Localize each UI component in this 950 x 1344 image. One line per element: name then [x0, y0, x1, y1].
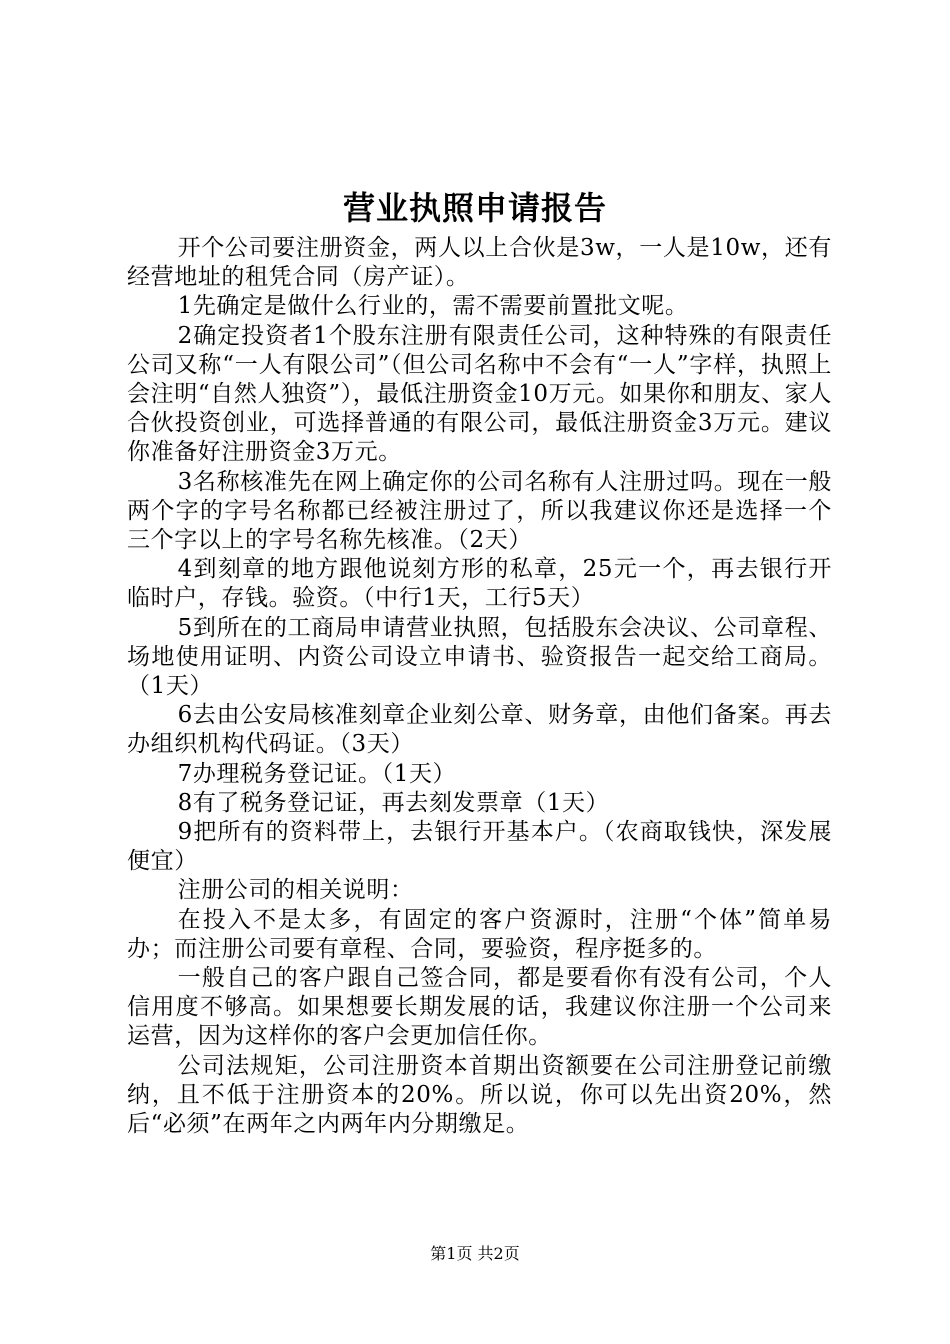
paragraph: 6去由公安局核准刻章企业刻公章、财务章，由他们备案。再去办组织机构代码证。（3天）: [127, 702, 832, 758]
paragraph: 在投入不是太多，有固定的客户资源时，注册“个体”简单易办；而注册公司要有章程、合同，要验资，程序挺多的。: [127, 906, 832, 962]
page-number-footer: 第1页 共2页: [430, 1244, 520, 1263]
paragraph: 8有了税务登记证，再去刻发票章（1天）: [177, 789, 610, 816]
paragraph: 3名称核准先在网上确定你的公司名称有人注册过吗。现在一般两个字的字号名称都已经被注册过了，所以我建议你还是选择一个三个字以上的字号名称先核准。（2天）: [127, 468, 832, 554]
paragraph: 1先确定是做什么行业的，需不需要前置批文呢。: [177, 293, 689, 320]
paragraph: 9把所有的资料带上，去银行开基本户。（农商取钱快，深发展便宜）: [127, 819, 832, 875]
document-body: [127, 234, 832, 1139]
document-title: 营业执照申请报告: [342, 189, 607, 227]
paragraph: 4到刻章的地方跟他说刻方形的私章，25元一个，再去银行开临时户，存钱。验资。（中行1天，工行5天）: [127, 556, 832, 612]
paragraph: 5到所在的工商局申请营业执照，包括股东会决议、公司章程、场地使用证明、内资公司设立申请书、验资报告一起交给工商局。（1天）: [127, 614, 832, 700]
paragraph: 注册公司的相关说明：: [177, 877, 414, 904]
paragraph: 公司法规矩，公司注册资本首期出资额要在公司注册登记前缴纳，且不低于注册资本的20%。所以说，你可以先出资20%，然后“必须”在两年之内两年内分期缴足。: [127, 1052, 832, 1138]
paragraph: 7办理税务登记证。（1天）: [177, 760, 457, 787]
paragraph: 开个公司要注册资金，两人以上合伙是3w，一人是10w，还有经营地址的租凭合同（房产证）。: [127, 235, 832, 291]
paragraph: 2确定投资者1个股东注册有限责任公司，这种特殊的有限责任公司又称“一人有限公司”（但公司名称中不会有“一人”字样，执照上会注明“自然人独资”），最低注册资金10万元。如果你和朋友、家人合伙投资创业，可选择普通的有限公司，最低注册资金3万元。建议你准备好注册资金3万元。: [127, 322, 832, 466]
paragraph: 一般自己的客户跟自己签合同，都是要看你有没有公司，个人信用度不够高。如果想要长期发展的话，我建议你注册一个公司来运营，因为这样你的客户会更加信任你。: [127, 965, 832, 1050]
